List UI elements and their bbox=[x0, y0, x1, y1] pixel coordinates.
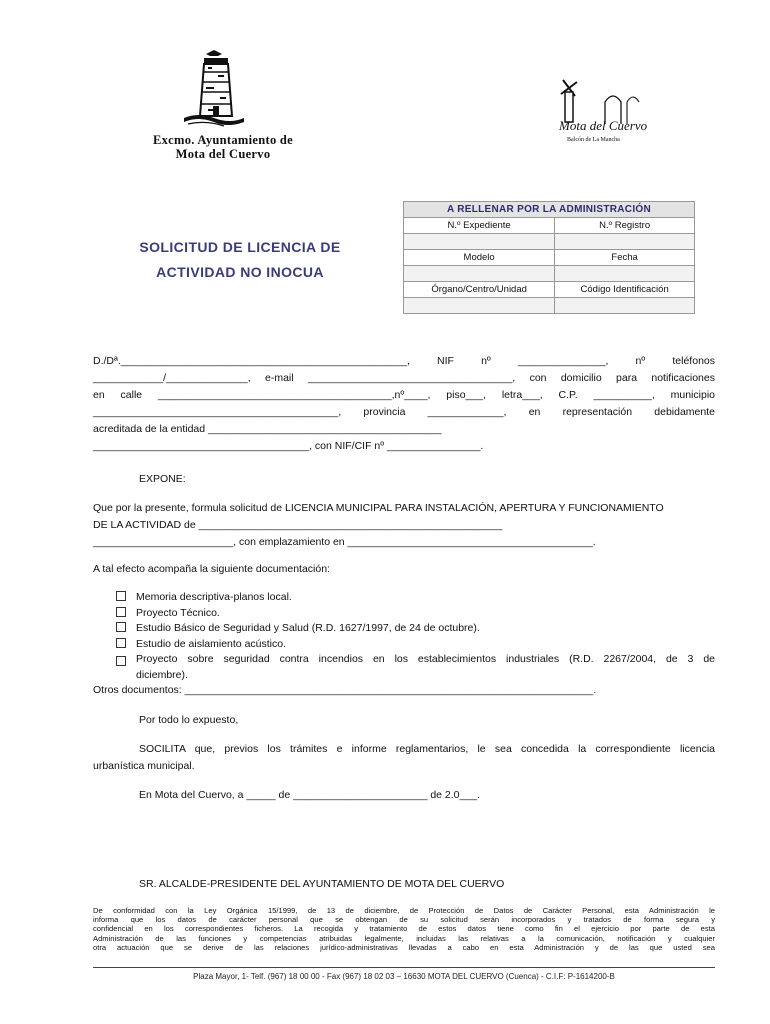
expediente-label: N.º Expediente bbox=[404, 218, 555, 234]
doc-item-seguridad[interactable] bbox=[116, 621, 715, 637]
doc-item-label: Estudio de aislamiento acústico. bbox=[136, 637, 286, 650]
expone-line2[interactable]: DE LA ACTIVIDAD de ____________________________________________________ bbox=[93, 519, 503, 531]
logo-right-sub: Balcón de La Mancha bbox=[567, 137, 620, 143]
applicant-section bbox=[93, 353, 715, 455]
organo-label: Órgano/Centro/Unidad bbox=[404, 282, 555, 298]
applicant-line4[interactable]: __________________________________________, provincia _____________, en representación debidamente bbox=[93, 406, 715, 418]
otros-documentos[interactable]: Otros documentos: ______________________________________________________________________. bbox=[93, 684, 597, 696]
legal-line3: confidencial en los correspondientes ficheros. La recogida y tratamiento de estos datos tiene como fin el ejercicio por parte de esta bbox=[93, 924, 715, 934]
admin-box-heading: A RELLENAR POR LA ADMINISTRACIÓN bbox=[404, 202, 695, 218]
applicant-line5[interactable]: acreditada de la entidad ________________________________________ bbox=[93, 423, 442, 435]
applicant-line1[interactable]: D./Dª._________________________________________________, NIF nº _______________, nº teléfonos bbox=[93, 355, 715, 367]
applicant-line3[interactable]: en calle ________________________________________,nº____, piso___, letra___, C.P. __________, municipio bbox=[93, 389, 715, 401]
fecha-label: Fecha bbox=[555, 250, 695, 266]
expone-line1: Que por la presente, formula solicitud de LICENCIA MUNICIPAL PARA INSTALACIÓN, APERTURA Y FUNCIONAMIENTO bbox=[93, 502, 664, 514]
title-line1: SOLICITUD DE LICENCIA DE bbox=[139, 239, 341, 255]
registro-label: N.º Registro bbox=[555, 218, 695, 234]
codigo-field[interactable] bbox=[555, 298, 695, 314]
checkbox-icon[interactable] bbox=[116, 607, 126, 617]
mota-del-cuervo-logo bbox=[555, 78, 675, 146]
doc-item-memoria[interactable] bbox=[116, 590, 715, 606]
checkbox-icon[interactable] bbox=[116, 656, 126, 666]
date-line[interactable]: En Mota del Cuervo, a _____ de _______________________ de 2.0___. bbox=[139, 789, 480, 801]
docs-intro: A tal efecto acompaña la siguiente documentación: bbox=[93, 563, 330, 575]
footer-address: Plaza Mayor, 1- Telf. (967) 18 00 00 - Fax (967) 18 02 03 – 16630 MOTA DEL CUERVO (Cuenca) - C.I.F: P-1614200-B bbox=[193, 972, 615, 981]
doc-item-label: Estudio Básico de Seguridad y Salud (R.D. 1627/1997, de 24 de octubre). bbox=[136, 622, 480, 634]
org-name-line2: Mota del Cuervo bbox=[175, 147, 271, 161]
organo-field[interactable] bbox=[404, 298, 555, 314]
doc-item-label: Memoria descriptiva-planos local. bbox=[136, 591, 292, 603]
solicita-section bbox=[93, 741, 715, 775]
doc-item-label: Proyecto sobre seguridad contra incendios en los establecimientos industriales (R.D. 2267/2004, de 3 de bbox=[136, 653, 715, 665]
por-todo-lo-expuesto: Por todo lo expuesto, bbox=[139, 714, 239, 726]
org-name bbox=[118, 133, 328, 161]
modelo-field[interactable] bbox=[404, 266, 555, 282]
checkbox-icon[interactable] bbox=[116, 591, 126, 601]
legal-line2: informa que los datos de carácter personal que se obtengan de su solicitud serán incorporados y tratados de forma segura y bbox=[93, 915, 715, 925]
codigo-label: Código Identificación bbox=[555, 282, 695, 298]
legal-line5: otra actuación que se derive de las relaciones jurídico-administrativas llevadas a cabo en esta Administración y de las que usted sea bbox=[93, 942, 715, 952]
solicita-line1: SOCILITA que, previos los trámites e informe reglamentarios, le sea concedida la correspondiente licencia bbox=[139, 743, 715, 755]
legal-line1: De conformidad con la Ley Orgánica 15/1999, de 13 de diciembre, de Protección de Datos de Carácter Personal, esta Administración le bbox=[93, 906, 715, 915]
doc-item-label: Proyecto Técnico. bbox=[136, 606, 220, 619]
doc-item-incendios[interactable] bbox=[116, 652, 715, 683]
applicant-line6[interactable]: _____________________________________, con NIF/CIF nº ________________. bbox=[93, 440, 484, 452]
legal-line4: Administración de las funciones y competencias atribuidas legalmente, incluidas las relativas a la comunicación, notificación y cualquier bbox=[93, 933, 715, 943]
expediente-field[interactable] bbox=[404, 234, 555, 250]
solicita-line2: urbanística municipal. bbox=[93, 760, 195, 772]
logo-right-text: Mota del Cuervo bbox=[559, 118, 648, 133]
data-protection-notice bbox=[93, 906, 715, 952]
admin-box bbox=[403, 201, 695, 314]
checkbox-icon[interactable] bbox=[116, 622, 126, 632]
footer-divider bbox=[93, 967, 715, 968]
crest-logo bbox=[178, 48, 248, 130]
expone-line3[interactable]: ________________________, con emplazamiento en __________________________________________. bbox=[93, 536, 596, 548]
title-line2: ACTIVIDAD NO INOCUA bbox=[156, 264, 324, 280]
checkbox-icon[interactable] bbox=[116, 638, 126, 648]
expone-section bbox=[93, 500, 715, 551]
page-title bbox=[110, 235, 370, 285]
docs-checklist bbox=[116, 590, 715, 683]
applicant-line2[interactable]: ____________/______________, e-mail ___________________________________, con domicilio para notificaciones bbox=[93, 372, 715, 384]
modelo-label: Modelo bbox=[404, 250, 555, 266]
doc-item-label-cont: diciembre). bbox=[136, 668, 188, 681]
org-name-line1: Excmo. Ayuntamiento de bbox=[152, 133, 294, 147]
doc-item-acustico[interactable] bbox=[116, 637, 715, 653]
doc-item-proyecto[interactable] bbox=[116, 606, 715, 622]
fecha-field[interactable] bbox=[555, 266, 695, 282]
addressee: SR. ALCALDE-PRESIDENTE DEL AYUNTAMIENTO DE MOTA DEL CUERVO bbox=[139, 878, 505, 890]
expone-heading: EXPONE: bbox=[139, 473, 186, 485]
registro-field[interactable] bbox=[555, 234, 695, 250]
